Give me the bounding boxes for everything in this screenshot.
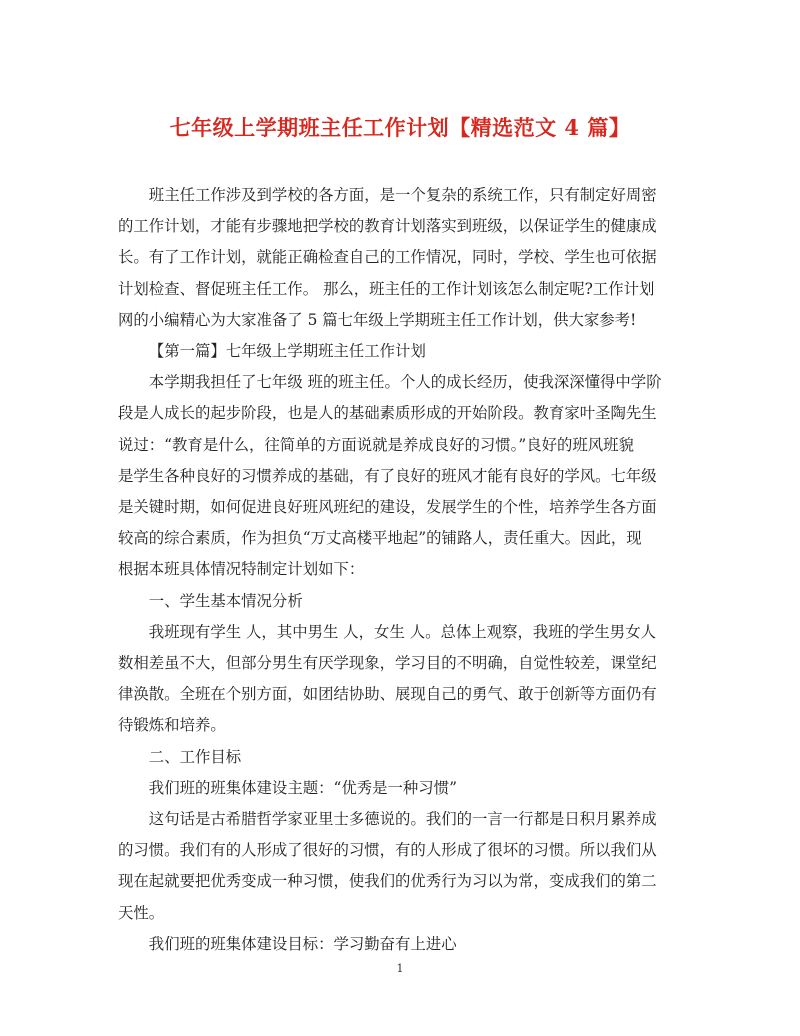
section1-line: 是学生各种良好的习惯养成的基础，有了良好的班风才能有良好的学风。七年级: [118, 466, 657, 485]
document-title: 七年级上学期班主任工作计划【精选范文 4 篇】: [169, 115, 631, 140]
section-heading: 【第一篇】七年级上学期班主任工作计划: [148, 342, 426, 361]
section1-line: 说过：“教育是什么，往简单的方面说就是养成良好的习惯。”良好的班风班貌: [118, 435, 634, 454]
part1-line: 律涣散。全班在个别方面，如团结协助、展现自己的勇气、敢于创新等方面仍有: [118, 685, 657, 704]
section1-line: 较高的综合素质，作为担负“万丈高楼平地起”的铺路人，责任重大。因此，现: [118, 529, 642, 548]
intro-line: 班主任工作涉及到学校的各方面，是一个复杂的系统工作，只有制定好周密: [148, 186, 657, 204]
part2-line: 天性。: [118, 903, 165, 922]
page-number: 1: [396, 962, 404, 975]
theme-line: 我们班的班集体建设主题：“优秀是一种习惯”: [148, 778, 457, 797]
part2-paragraph: [118, 804, 682, 929]
part2-line: 这句话是古希腊哲学家亚里士多德说的。我们的一言一行都是日积月累养成: [148, 810, 657, 829]
goal-line: 我们班的班集体建设目标：学习勤奋有上进心: [148, 934, 457, 953]
part1-line: 数相差虽不大，但部分男生有厌学现象，学习目的不明确，自觉性较差，课堂纪: [118, 654, 657, 673]
part1-line: 我班现有学生 人，其中男生 人，女生 人。总体上观察，我班的学生男女人: [148, 622, 656, 641]
section1-line: 是关键时期，如何促进良好班风班纪的建设，发展学生的个性，培养学生各方面: [118, 498, 657, 517]
part1-line: 待锻炼和培养。: [118, 716, 226, 735]
intro-line: 计划检查、督促班主任工作。 那么，班主任的工作计划该怎么制定呢?工作计划: [118, 279, 655, 298]
intro-line: 长。有了工作计划，就能正确检查自己的工作情况，同时，学校、学生也可依据: [118, 248, 657, 267]
part2-line: 的习惯。我们有的人形成了很好的习惯，有的人形成了很坏的习惯。所以我们从: [118, 841, 657, 860]
document-body: [118, 180, 682, 960]
part1-heading: 一、学生基本情况分析: [148, 591, 303, 610]
section1-line: 本学期我担任了七年级 班的班主任。个人的成长经历，使我深深懂得中学阶: [148, 373, 662, 392]
intro-line: 的工作计划，才能有步骤地把学校的教育计划落实到班级，以保证学生的健康成: [118, 217, 657, 236]
part1-paragraph: [118, 617, 682, 742]
part2-heading: 二、工作目标: [148, 747, 242, 766]
part2-line: 现在起就要把优秀变成一种习惯，使我们的优秀行为习以为常，变成我们的第二: [118, 872, 657, 891]
intro-paragraph: [118, 180, 682, 336]
section1-line: 段是人成长的起步阶段，也是人的基础素质形成的开始阶段。教育家叶圣陶先生: [118, 404, 657, 423]
intro-line: 网的小编精心为大家准备了 5 篇七年级上学期班主任工作计划，供大家参考!: [118, 310, 637, 329]
section1-paragraph: [118, 367, 682, 585]
section1-line: 根据本班具体情况特制定计划如下：: [118, 560, 365, 579]
